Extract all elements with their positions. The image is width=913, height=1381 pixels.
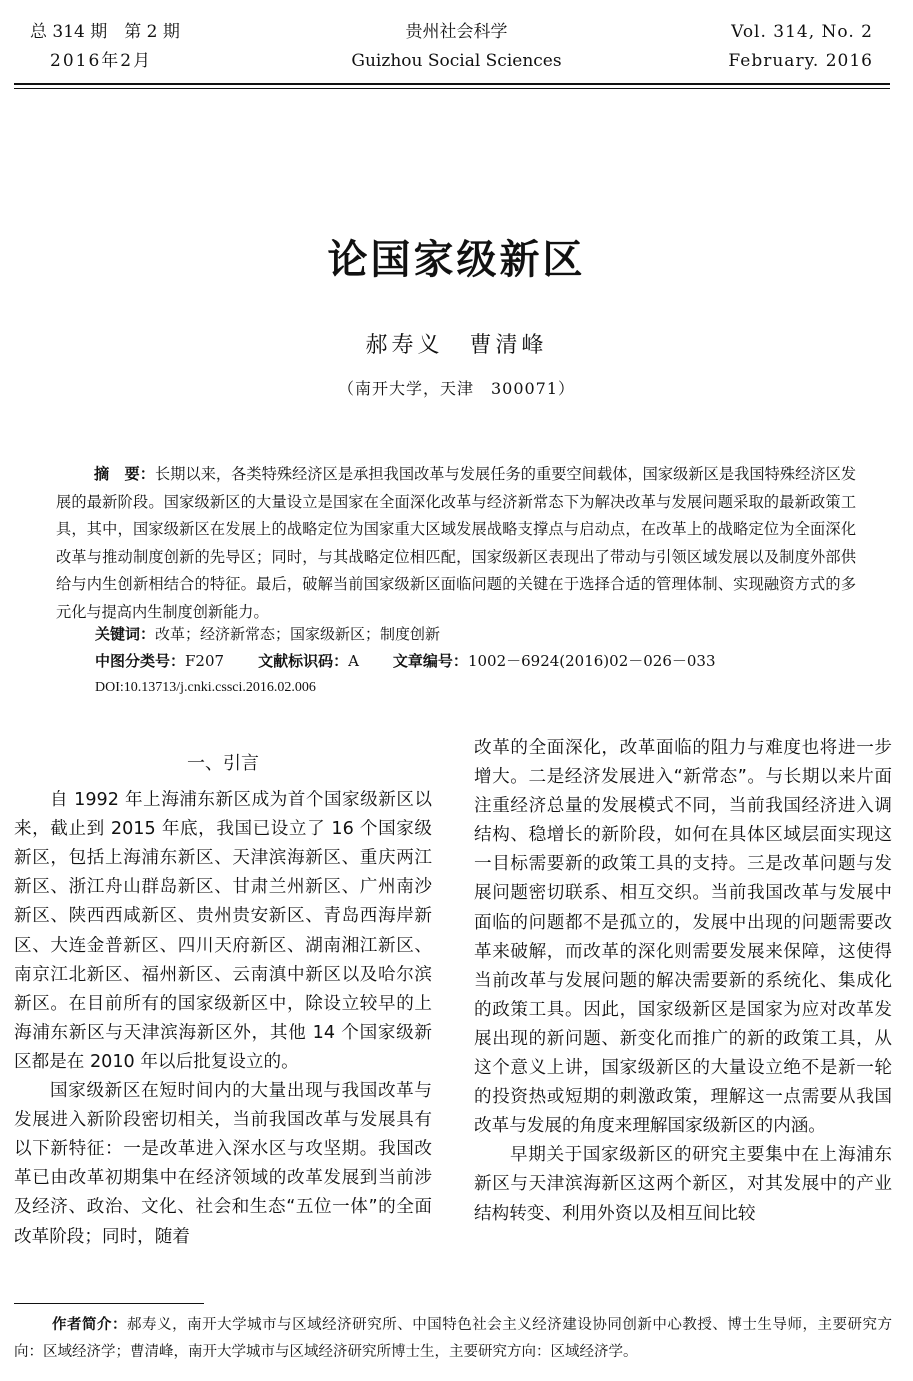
right-column xyxy=(474,734,892,1229)
header-rule-thick xyxy=(14,83,890,85)
affiliation: （南开大学，天津 300071） xyxy=(337,379,576,398)
footnote-label: 作者简介： xyxy=(52,1317,128,1333)
volume-info xyxy=(728,18,873,76)
journal-name-en: Guizhou Social Sciences xyxy=(351,51,562,71)
classification-line xyxy=(95,648,716,674)
article-number-value: 1002－6924(2016)02－026－033 xyxy=(467,652,716,670)
header-rule-thin xyxy=(14,88,890,89)
issue-number: 总 314 期 第 2 期 xyxy=(30,22,180,42)
keywords-label: 关键词： xyxy=(95,625,156,643)
clc-label: 中图分类号： xyxy=(95,652,186,670)
body-paragraph: 改革的全面深化，改革面临的阻力与难度也将进一步增大。二是经济发展进入“新常态”。与长期以来片面注重经济总量的发展模式不同，当前我国经济进入调结构、稳增长的新阶段，如何在具体区域层面实现这一目标需要新的政策工具的支持。三是改革问题与发展问题密切联系、相互交织。当前我国改革与发展中面临的问题都不是孤立的，发展中出现的问题需要改革来破解，而改革的深化则需要发展来保障，这使得当前改革与发展问题的解决需要新的系统化、集成化的政策工具。因此，国家级新区是国家为应对改革发展出现的新问题、新变化而推广的新的政策工具，从这个意义上讲，国家级新区的大量设立绝不是新一轮的投资热或短期的刺激政策，理解这一点需要从我国改革与发展的角度来理解国家级新区的内涵。 xyxy=(474,738,892,1137)
left-column xyxy=(14,747,432,1252)
body-paragraph: 自 1992 年上海浦东新区成为首个国家级新区以来，截止到 2015 年底，我国已设立了 16 个国家级新区，包括上海浦东新区、天津滨海新区、重庆两江新区、浙江舟山群岛新区、甘肃兰州新区、广州南沙新区、陕西西咸新区、贵州贵安新区、青岛西海岸新区、大连金普新区、四川天府新区、湖南湘江新区、南京江北新区、福州新区、云南滇中新区以及哈尔滨新区。在目前所有的国家级新区中，除设立较早的上海浦东新区与天津滨海新区外，其他 14 个国家级新区都是在 2010 年以后批复设立的。 xyxy=(14,790,432,1072)
body-paragraph: 国家级新区在短时间内的大量出现与我国改革与发展进入新阶段密切相关，当前我国改革与发展具有以下新特征：一是改革进入深水区与攻坚期。我国改革已由改革初期集中在经济领域的改革发展到当前涉及经济、政治、文化、社会和生态“五位一体”的全面改革阶段；同时，随着 xyxy=(14,1081,432,1247)
keywords-text: 改革；经济新常态；国家级新区；制度创新 xyxy=(155,625,441,643)
volume-number: Vol. 314, No. 2 xyxy=(731,22,873,42)
footnote-rule xyxy=(14,1303,204,1304)
abstract-label: 摘 要： xyxy=(94,465,155,483)
body-paragraph: 早期关于国家级新区的研究主要集中在上海浦东新区与天津滨海新区这两个新区，对其发展中的产业结构转变、利用外资以及相互间比较 xyxy=(474,1145,892,1224)
article-number-label: 文章编号： xyxy=(392,652,468,670)
doi: DOI:10.13713/j.cnki.cssci.2016.02.006 xyxy=(95,680,316,695)
keywords xyxy=(95,621,440,647)
author-footnote xyxy=(14,1312,892,1366)
section-heading: 一、引言 xyxy=(187,753,259,774)
issue-date: 2016年2月 xyxy=(50,51,153,71)
footnote-text: 郝寿义，南开大学城市与区域经济研究所、中国特色社会主义经济建设协同创新中心教授、博士生导师，主要研究方向：区域经济学；曹清峰，南开大学城市与区域经济研究所博士生，主要研究方向：区域经济学。 xyxy=(14,1317,892,1360)
doc-code-value: A xyxy=(348,652,359,670)
publication-date: February. 2016 xyxy=(728,51,873,71)
clc-value: F207 xyxy=(185,652,225,670)
abstract-text: 长期以来，各类特殊经济区是承担我国改革与发展任务的重要空间载体，国家级新区是我国特殊经济区发展的最新阶段。国家级新区的大量设立是国家在全面深化改革与经济新常态下为解决改革与发展问题采取的最新政策工具，其中，国家级新区在发展上的战略定位为国家重大区域发展战略支撑点与启动点，在改革上的战略定位为全面深化改革与推动制度创新的先导区；同时，与其战略定位相匹配，国家级新区表现出了带动与引领区域发展以及制度外部供给与内生创新相结合的特征。最后，破解当前国家级新区面临问题的关键在于选择合适的管理体制、实现融资方式的多元化与提高内生制度创新能力。 xyxy=(56,465,857,621)
journal-name-cn: 贵州社会科学 xyxy=(405,22,508,42)
article-title: 论国家级新区 xyxy=(327,237,586,283)
authors: 郝寿义 曹清峰 xyxy=(365,333,548,358)
abstract xyxy=(56,461,856,626)
doc-code-label: 文献标识码： xyxy=(258,652,349,670)
